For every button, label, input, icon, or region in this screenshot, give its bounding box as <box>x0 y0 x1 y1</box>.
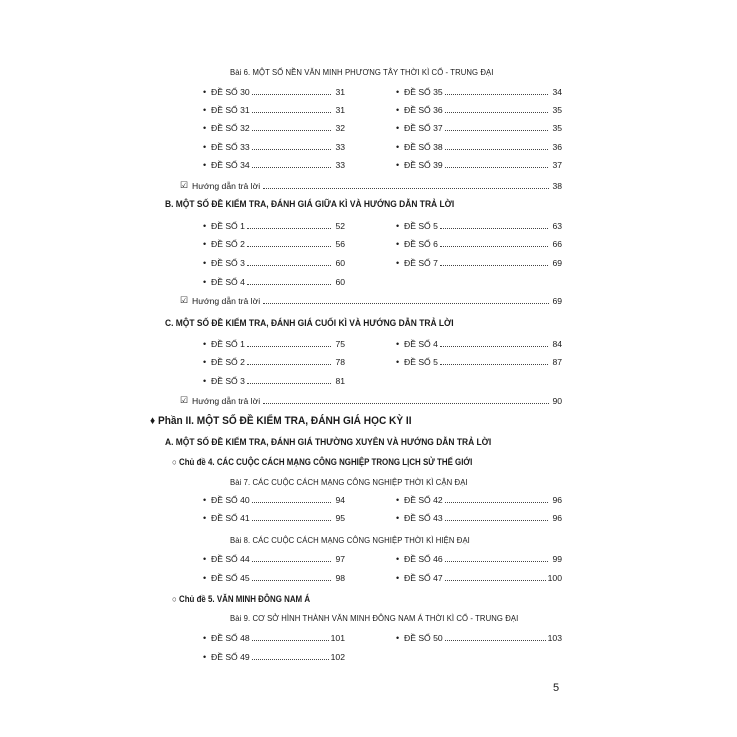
toc-entry: • ĐỀ SỐ 37 35 <box>396 122 562 133</box>
bullet-icon: • <box>396 553 400 564</box>
bullet-icon: • <box>203 494 207 505</box>
toc-entry: • ĐỀ SỐ 3 60 <box>203 257 345 268</box>
bullet-icon: • <box>396 632 400 643</box>
toc-entry: • ĐỀ SỐ 4 84 <box>396 338 562 349</box>
bullet-icon: • <box>203 220 207 231</box>
circle-icon: ○ <box>172 594 179 604</box>
lesson-9-title: Bài 9. CƠ SỞ HÌNH THÀNH VĂN MINH ĐÔNG NAM Á THỜI KÌ CỔ - TRUNG ĐẠI <box>230 613 519 623</box>
toc-entry: • ĐỀ SỐ 3 81 <box>203 375 345 386</box>
bullet-icon: • <box>396 572 400 583</box>
lesson-6-title: Bài 6. MỘT SỐ NỀN VĂN MINH PHƯƠNG TÂY THỜI KÌ CỔ - TRUNG ĐẠI <box>230 67 494 77</box>
bullet-icon: • <box>203 553 207 564</box>
toc-entry: • ĐỀ SỐ 50 103 <box>396 632 562 643</box>
bullet-icon: • <box>203 651 207 662</box>
toc-entry: • ĐỀ SỐ 49 102 <box>203 651 345 662</box>
section-b-heading: B. MỘT SỐ ĐỀ KIỂM TRA, ĐÁNH GIÁ GIỮA KÌ VÀ HƯỚNG DẪN TRẢ LỜI <box>165 198 455 209</box>
answers-entry: ☑ Hướng dẫn trả lời 69 <box>180 295 562 306</box>
topic-4-heading: ○ Chủ đề 4. CÁC CUỘC CÁCH MẠNG CÔNG NGHIỆP TRONG LỊCH SỬ THẾ GIỚI <box>172 457 473 467</box>
toc-entry: • ĐỀ SỐ 44 97 <box>203 553 345 564</box>
toc-entry: • ĐỀ SỐ 6 66 <box>396 238 562 249</box>
toc-entry: • ĐỀ SỐ 32 32 <box>203 122 345 133</box>
toc-entry: • ĐỀ SỐ 38 36 <box>396 141 562 152</box>
bullet-icon: • <box>396 86 400 97</box>
toc-entry: • ĐỀ SỐ 40 94 <box>203 494 345 505</box>
toc-entry: • ĐỀ SỐ 35 34 <box>396 86 562 97</box>
toc-entry: • ĐỀ SỐ 33 33 <box>203 141 345 152</box>
topic-5-heading: ○ Chủ đề 5. VĂN MINH ĐÔNG NAM Á <box>172 594 311 604</box>
checkbox-icon: ☑ <box>180 295 189 305</box>
toc-entry: • ĐỀ SỐ 45 98 <box>203 572 345 583</box>
bullet-icon: • <box>203 104 207 115</box>
toc-entry: • ĐỀ SỐ 31 31 <box>203 104 345 115</box>
bullet-icon: • <box>396 512 400 523</box>
bullet-icon: • <box>396 220 400 231</box>
toc-entry: • ĐỀ SỐ 43 96 <box>396 512 562 523</box>
bullet-icon: • <box>396 356 400 367</box>
toc-entry: • ĐỀ SỐ 2 56 <box>203 238 345 249</box>
bullet-icon: • <box>396 141 400 152</box>
bullet-icon: • <box>396 338 400 349</box>
bullet-icon: • <box>203 632 207 643</box>
bullet-icon: • <box>203 141 207 152</box>
toc-entry: • ĐỀ SỐ 47 100 <box>396 572 562 583</box>
bullet-icon: • <box>203 276 207 287</box>
bullet-icon: • <box>203 356 207 367</box>
toc-entry: • ĐỀ SỐ 30 31 <box>203 86 345 97</box>
bullet-icon: • <box>203 86 207 97</box>
bullet-icon: • <box>396 122 400 133</box>
toc-entry: • ĐỀ SỐ 4 60 <box>203 276 345 287</box>
bullet-icon: • <box>396 494 400 505</box>
toc-entry: • ĐỀ SỐ 1 52 <box>203 220 345 231</box>
bullet-icon: • <box>203 572 207 583</box>
toc-entry: • ĐỀ SỐ 5 87 <box>396 356 562 367</box>
toc-entry: • ĐỀ SỐ 48 101 <box>203 632 345 643</box>
part2-section-a-heading: A. MỘT SỐ ĐỀ KIỂM TRA, ĐÁNH GIÁ THƯỜNG XUYÊN VÀ HƯỚNG DẪN TRẢ LỜI <box>165 436 492 447</box>
toc-entry: • ĐỀ SỐ 1 75 <box>203 338 345 349</box>
answers-entry: ☑ Hướng dẫn trả lời 90 <box>180 395 562 406</box>
lesson-7-title: Bài 7. CÁC CUỘC CÁCH MẠNG CÔNG NGHIỆP THỜI KÌ CẬN ĐẠI <box>230 477 468 487</box>
bullet-icon: • <box>396 238 400 249</box>
page-number: 5 <box>553 682 560 694</box>
bullet-icon: • <box>203 338 207 349</box>
diamond-icon: ♦ <box>150 415 158 427</box>
bullet-icon: • <box>203 257 207 268</box>
part-2-heading: ♦ Phần II. MỘT SỐ ĐỀ KIỂM TRA, ĐÁNH GIÁ HỌC KỲ II <box>150 415 412 427</box>
bullet-icon: • <box>203 375 207 386</box>
toc-entry: • ĐỀ SỐ 2 78 <box>203 356 345 367</box>
bullet-icon: • <box>203 122 207 133</box>
toc-entry: • ĐỀ SỐ 7 69 <box>396 257 562 268</box>
bullet-icon: • <box>203 159 207 170</box>
toc-entry: • ĐỀ SỐ 46 99 <box>396 553 562 564</box>
bullet-icon: • <box>396 104 400 115</box>
bullet-icon: • <box>203 238 207 249</box>
circle-icon: ○ <box>172 457 179 467</box>
checkbox-icon: ☑ <box>180 180 189 190</box>
bullet-icon: • <box>396 159 400 170</box>
toc-entry: • ĐỀ SỐ 5 63 <box>396 220 562 231</box>
toc-entry: • ĐỀ SỐ 39 37 <box>396 159 562 170</box>
section-c-heading: C. MỘT SỐ ĐỀ KIỂM TRA, ĐÁNH GIÁ CUỐI KÌ VÀ HƯỚNG DẪN TRẢ LỜI <box>165 317 454 328</box>
toc-entry: • ĐỀ SỐ 42 96 <box>396 494 562 505</box>
checkbox-icon: ☑ <box>180 395 189 405</box>
bullet-icon: • <box>203 512 207 523</box>
bullet-icon: • <box>396 257 400 268</box>
toc-entry: • ĐỀ SỐ 41 95 <box>203 512 345 523</box>
toc-entry: • ĐỀ SỐ 36 35 <box>396 104 562 115</box>
answers-entry: ☑ Hướng dẫn trả lời 38 <box>180 180 562 191</box>
lesson-8-title: Bài 8. CÁC CUỘC CÁCH MẠNG CÔNG NGHIỆP THỜI KÌ HIỆN ĐẠI <box>230 535 470 545</box>
toc-entry: • ĐỀ SỐ 34 33 <box>203 159 345 170</box>
